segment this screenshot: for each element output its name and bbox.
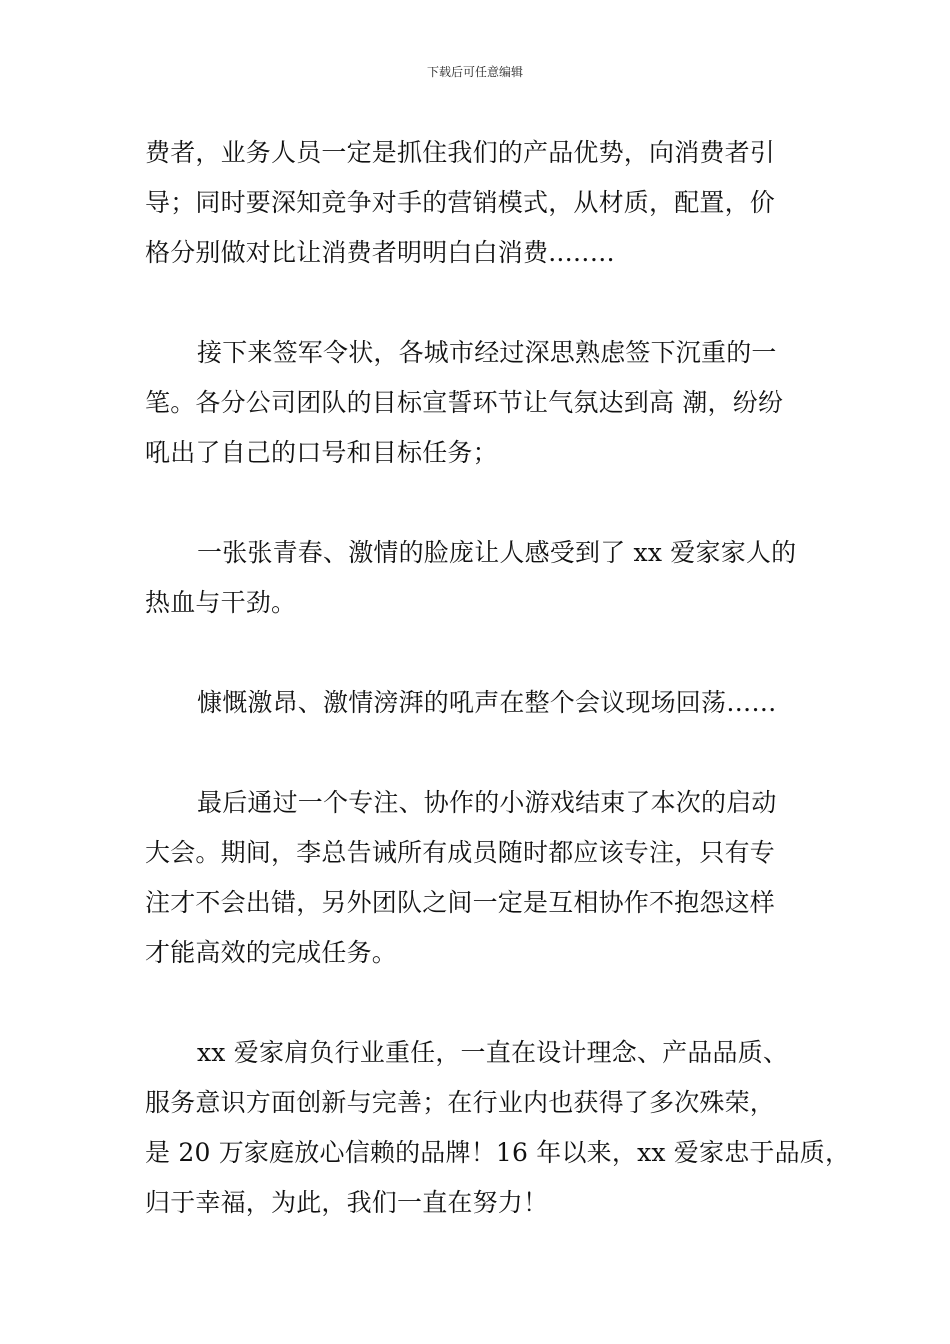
paragraph-2 <box>145 328 825 478</box>
paragraph-1 <box>145 128 825 278</box>
paragraph-line: 服务意识方面创新与完善；在行业内也获得了多次殊荣， <box>145 1088 776 1117</box>
document-body <box>145 128 851 1278</box>
paragraph-line: 格分别做对比让消费者明明白白消费..…… <box>145 238 615 267</box>
paragraph-line: 才能高效的完成任务。 <box>145 938 398 967</box>
paragraph-line: 最后通过一个专注、协作的小游戏结束了本次的启动 <box>197 788 777 817</box>
paragraph-line: 归于幸福，为此，我们一直在努力！ <box>145 1188 549 1217</box>
paragraph-4 <box>145 678 825 728</box>
paragraph-6 <box>145 1028 851 1228</box>
paragraph-line: 导；同时要深知竞争对手的营销模式，从材质，配置，价 <box>145 188 776 217</box>
paragraph-line: 慷慨激昂、激情滂湃的吼声在整个会议现场回荡…… <box>197 688 777 717</box>
paragraph-line: 接下来签军令状，各城市经过深思熟虑签下沉重的一 <box>197 338 777 367</box>
page-header: 下载后可任意编辑 <box>426 65 523 79</box>
paragraph-line: 大会。期间，李总告诫所有成员随时都应该专注，只有专 <box>145 838 776 867</box>
paragraph-5 <box>145 778 825 978</box>
paragraph-line: 一张张青春、激情的脸庞让人感受到了 xx 爱家家人的 <box>197 538 797 567</box>
paragraph-line: 笔。各分公司团队的目标宣誓环节让气氛达到高 潮，纷纷 <box>145 388 784 417</box>
paragraph-3 <box>145 528 825 628</box>
paragraph-line: 吼出了自己的口号和目标任务； <box>145 438 498 467</box>
paragraph-line: 注才不会出错，另外团队之间一定是互相协作不抱怨这样 <box>145 888 776 917</box>
paragraph-line: 是 20 万家庭放心信赖的品牌！16 年以来，xx 爱家忠于品质， <box>145 1138 851 1167</box>
paragraph-line: 热血与干劲。 <box>145 588 297 617</box>
paragraph-line: 费者，业务人员一定是抓住我们的产品优势，向消费者引 <box>145 138 776 167</box>
paragraph-line: xx 爱家肩负行业重任，一直在设计理念、产品品质、 <box>197 1038 789 1067</box>
